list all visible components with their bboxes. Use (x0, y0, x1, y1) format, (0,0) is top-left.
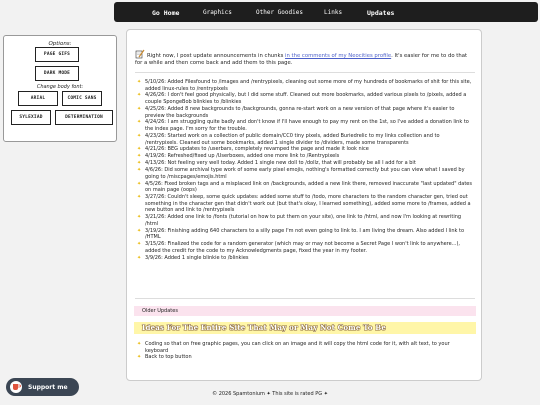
font-arial-button[interactable]: ARIAL (18, 91, 58, 106)
star-icon: ✦ (137, 241, 142, 248)
neocities-profile-link[interactable]: in the comments of my Neocities profile (285, 53, 392, 59)
intro-text (135, 49, 475, 67)
ideas-list (137, 341, 473, 361)
options-title: Options: (48, 41, 72, 47)
options-panel (3, 35, 117, 142)
nav-links[interactable]: Links (324, 9, 343, 16)
star-icon: ✦ (137, 153, 142, 160)
list-item: ✦ 5/10/26: Added Filesfound to /images and /rentrypixels, cleaning out some more of my hundreds of bookmarks of shit for this site, added linux-rules to /rentrypixels (137, 79, 472, 92)
list-item: ✦ 4/6/26: Did some archival type work of some early pixel emojis, nothing's formatted correctly but you can view what I saved by going to /miscpages/emojis.html (137, 167, 465, 180)
list-item: ✦ 4/13/26: Not feeling very well today. Added 1 single new doll to /dollz, that will probably be all I add for a bit (137, 160, 416, 167)
list-item: ✦ 4/5/26: Fixed broken tags and a misplaced link on /backgrounds, added a new link there, removed inaccurate "last updated" dates on main page (oops) (137, 180, 472, 194)
star-icon: ✦ (137, 92, 142, 99)
star-icon: ✦ (137, 227, 142, 234)
font-determination-button[interactable]: DETERMINATION (55, 110, 113, 125)
list-item: ✦ Coding so that on free graphic pages, you can click on an image and it will copy the html code for it, with alt text, to your keyboard (137, 341, 450, 354)
list-item: ✦ 3/19/26: Finishing adding 640 characters to a silly page I'm not even going to link to. I am living the dream. Also added I link to /HTML (137, 227, 465, 241)
list-item: ✦ 3/21/26: Added one link to /fonts (tutorial on how to put them on your site), one link to /html, and now I'm looking at rewriting /html (137, 214, 462, 227)
font-comic-sans-button[interactable]: COMIC SANS (62, 91, 102, 106)
font-sylexiad-button[interactable]: SYLEXIAD (11, 110, 51, 125)
list-item: ✦ 3/27/26: Couldn't sleep, some quick updates: added some stuff to /todo, more characters to the random character gen, tried out something in the character gen that didn't work out (but that's okay, I learned something), added some more to /frames, added a new button and link to /rentrypixels (137, 194, 471, 214)
list-item: ✦ 3/9/26: Added 1 single blinkie to /blinkies (137, 254, 249, 261)
support-label: Support me (28, 383, 68, 391)
star-icon: ✦ (137, 167, 142, 174)
star-icon: ✦ (137, 214, 142, 221)
font-label: Change body font: (36, 84, 84, 90)
star-icon: ✦ (137, 194, 142, 201)
divider (135, 298, 475, 299)
older-updates-toggle[interactable]: Older Updates (134, 306, 476, 316)
pencil-paper-icon (135, 49, 145, 59)
star-icon: ✦ (137, 146, 142, 153)
star-icon: ✦ (137, 132, 142, 139)
ideas-heading: Ideas For The Entire Site That May or May Not Come To Be (134, 322, 476, 334)
star-icon: ✦ (137, 79, 142, 85)
intro-before: Right now, I post update announcements in chunks (147, 53, 286, 59)
divider (135, 72, 475, 73)
list-item: ✦ 3/15/26: Finalized the code for a random generator (which may or may not become a Secret Page I won't link to anywhere...), added the credit for the code to my Acknowledgments page, fixed the year in my footer. (137, 241, 461, 254)
star-icon: ✦ (137, 119, 142, 126)
nav-graphics[interactable]: Graphics (203, 9, 232, 16)
star-icon: ✦ (137, 105, 142, 112)
nav-other-goodies[interactable]: Other Goodies (256, 9, 303, 16)
list-item: ✦ 4/24/26: I am struggling quite badly and don't know if I'll have enough to pay my rent on the 1st, so I've added a donation link to the index page. I'm sorry for the trouble. (137, 119, 469, 133)
star-icon: ✦ (137, 180, 142, 187)
list-item: ✦ 4/25/26: Added 8 new backgrounds to /backgrounds, gonna re-start work on a new version of that page where it's easier to preview the backgrounds (137, 105, 455, 119)
nav-go-home[interactable]: Go Home (152, 9, 180, 17)
list-item: ✦ Back to top button (137, 354, 192, 361)
updates-panel (126, 29, 482, 381)
page-gifs-button[interactable]: PAGE GIFS (35, 47, 79, 62)
list-item: ✦ 4/23/26: Started work on a collection of public domain/CC0 tiny pixels, added Buriedrelic to my links collection and to /rentrypixels. Cleaned out some bookmarks, added 1 single divider to /dividers, made some transparents (137, 132, 440, 146)
star-icon: ✦ (137, 160, 142, 167)
nav-updates[interactable]: Updates (367, 9, 395, 17)
footer-text: © 2026 Spamtonium ✦ This site is rated PG ✦ (212, 391, 328, 397)
list-item: ✦ 4/19/26: Refreshed/fixed up /Userboxes, added one more link to /Rentrypixels (137, 153, 340, 160)
dark-mode-button[interactable]: DARK MODE (35, 66, 79, 81)
top-nav (114, 2, 538, 22)
star-icon: ✦ (137, 254, 142, 261)
intro-after: . It's easier for me to do that for a while and then come back and add them to this page. (135, 53, 468, 67)
star-icon: ✦ (137, 354, 142, 361)
list-item: ✦ 4/21/26: BEG updates to /userbars, completely revamped the page and made it look nice (137, 146, 369, 153)
star-icon: ✦ (137, 341, 142, 347)
updates-list (137, 79, 473, 261)
list-item: ✦ 4/26/26: I don't feel good physically, but I did some stuff. Cleaned out more bookmarks, added various pixels to /pixels, added a couple SpongeBob blinkies to /blinkies (137, 92, 467, 106)
